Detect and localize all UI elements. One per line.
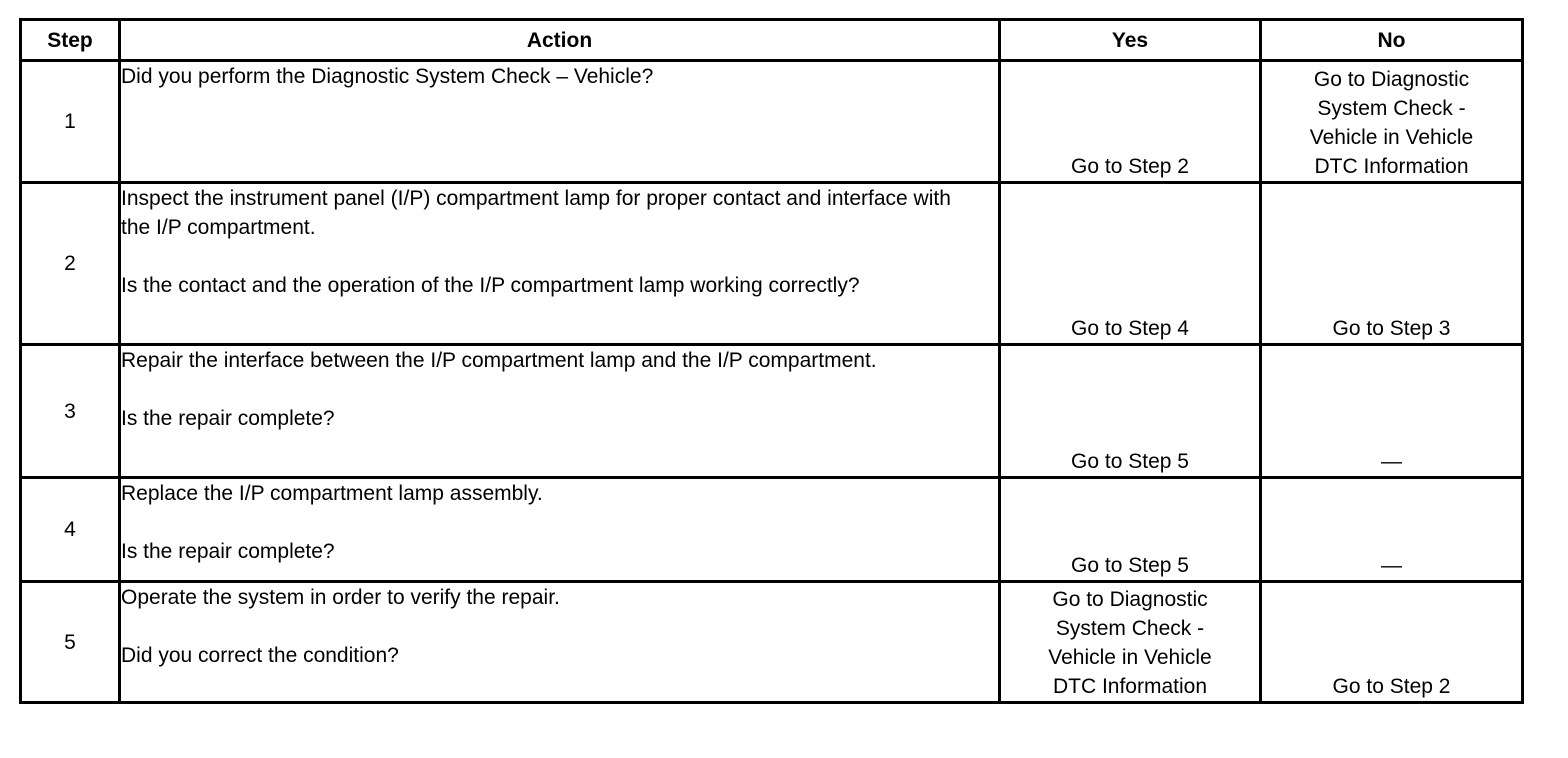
table-row (21, 345, 1523, 478)
yes-result-text: Go to Step 2 (1071, 155, 1189, 178)
yes-result (1000, 582, 1261, 703)
action-question: Did you correct the condition? (121, 644, 399, 667)
action-cell (120, 582, 1000, 703)
header-yes: Yes (1000, 20, 1261, 61)
no-result (1261, 582, 1523, 703)
no-result-text: Go to Diagnostic System Check - Vehicle in Vehicle DTC Information (1309, 68, 1474, 178)
no-result-text: Go to Step 2 (1332, 675, 1451, 698)
no-result-text: — (1381, 554, 1402, 577)
paragraph-gap (121, 375, 998, 404)
yes-result (1000, 345, 1261, 478)
action-cell (120, 61, 1000, 183)
action-question: Is the contact and the operation of the I/P compartment lamp working correctly? (121, 274, 860, 297)
action-cell (120, 478, 1000, 582)
paragraph-gap (121, 612, 998, 641)
step-number: 2 (21, 183, 120, 345)
no-result-text: — (1381, 450, 1402, 473)
header-no: No (1261, 20, 1523, 61)
step-number: 3 (21, 345, 120, 478)
yes-result (1000, 183, 1261, 345)
header-action: Action (120, 20, 1000, 61)
diagnostic-table (19, 18, 1524, 704)
action-instruction: Repair the interface between the I/P compartment lamp and the I/P compartment. (121, 349, 877, 372)
yes-result (1000, 61, 1261, 183)
yes-result-text: Go to Step 5 (1071, 554, 1189, 577)
step-number: 4 (21, 478, 120, 582)
no-result (1261, 61, 1523, 183)
step-number: 5 (21, 582, 120, 703)
action-cell (120, 345, 1000, 478)
no-result-text: Go to Step 3 (1332, 317, 1451, 340)
table-row (21, 478, 1523, 582)
action-question: Is the repair complete? (121, 407, 335, 430)
action-cell (120, 183, 1000, 345)
no-result (1261, 183, 1523, 345)
no-result (1261, 478, 1523, 582)
table-header-row (21, 20, 1523, 61)
action-instruction: Did you perform the Diagnostic System Check – Vehicle? (121, 65, 654, 88)
action-instruction: Inspect the instrument panel (I/P) compartment lamp for proper contact and interface with the I/P compartment. (121, 187, 951, 239)
action-question: Is the repair complete? (121, 540, 335, 563)
header-step: Step (21, 20, 120, 61)
yes-result-text: Go to Step 4 (1071, 317, 1189, 340)
no-result (1261, 345, 1523, 478)
table-row (21, 61, 1523, 183)
paragraph-gap (121, 508, 998, 537)
yes-result-text: Go to Step 5 (1071, 450, 1189, 473)
step-number: 1 (21, 61, 120, 183)
yes-result-text: Go to Diagnostic System Check - Vehicle in Vehicle DTC Information (1048, 588, 1212, 698)
yes-result (1000, 478, 1261, 582)
paragraph-gap (121, 242, 998, 271)
action-instruction: Replace the I/P compartment lamp assembly. (121, 482, 543, 505)
table-row (21, 183, 1523, 345)
action-instruction: Operate the system in order to verify the repair. (121, 586, 560, 609)
table-row (21, 582, 1523, 703)
